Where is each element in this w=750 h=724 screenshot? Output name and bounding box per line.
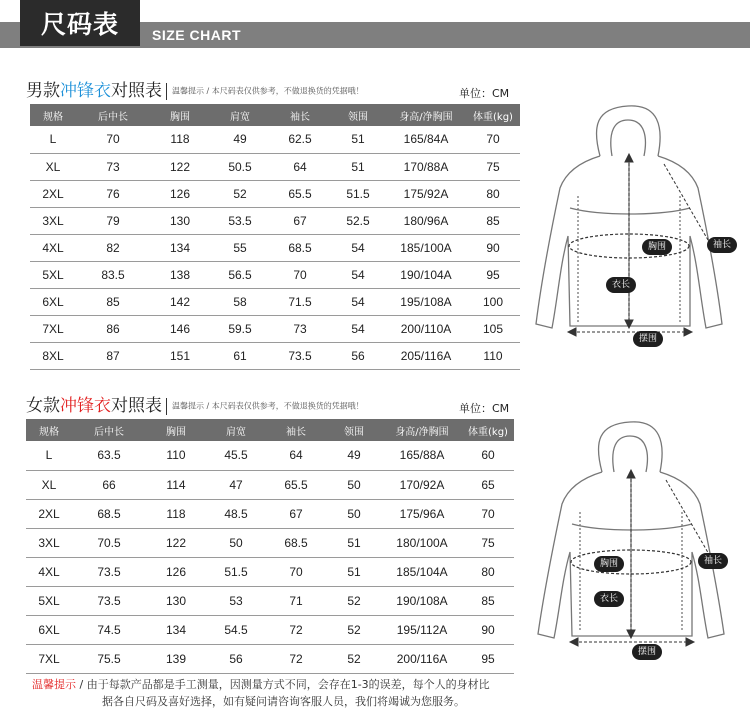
table-cell: 68.5 [266,528,326,557]
men-section-title [26,78,364,104]
table-cell: 195/108A [386,288,466,315]
footer-line-1 [32,676,732,693]
table-cell: 52 [326,615,382,644]
table-cell: 65.5 [270,180,330,207]
table-cell: 68.5 [270,234,330,261]
column-header: 胸围 [146,419,206,441]
table-cell: 110 [146,441,206,470]
table-cell: 52.5 [330,207,386,234]
table-cell: 70 [266,557,326,586]
men-hint: 温馨提示 / 本尺码表仅供参考，不做退换货的凭据哦！ [172,86,364,96]
table-header-row [30,104,520,126]
table-header-row [26,419,514,441]
table-cell: 51.5 [206,557,266,586]
table-cell: 67 [266,499,326,528]
table-cell: 114 [146,470,206,499]
table-cell: 126 [146,557,206,586]
men-size-table [30,104,520,370]
women-hint: 温馨提示 / 本尺码表仅供参考，不做退换货的凭据哦！ [172,401,364,411]
table-cell: 70 [270,261,330,288]
women-title-gender: 女款 [26,396,60,416]
table-cell: 185/100A [386,234,466,261]
table-cell: 54 [330,234,386,261]
table-row [26,644,514,673]
table-cell: 73.5 [72,557,146,586]
women-section-title [26,393,364,419]
men-jacket-diagram [530,96,745,356]
table-cell: 51.5 [330,180,386,207]
table-cell: 49 [326,441,382,470]
table-row [30,288,520,315]
column-header: 胸围 [150,104,210,126]
table-cell: 195/112A [382,615,462,644]
table-cell: 64 [270,153,330,180]
table-cell: 190/104A [386,261,466,288]
women-title-product: 冲锋衣 [60,396,111,416]
footer-label: 温馨提示 [32,678,76,691]
table-cell: 7XL [26,644,72,673]
column-header: 后中长 [72,419,146,441]
footer-line-2: 据各自尺码及喜好选择，如有疑问请咨询客服人员，我们将竭诚为您服务。 [102,695,465,708]
column-header: 身高/净胸围 [386,104,466,126]
table-row [26,499,514,528]
table-cell: 5XL [26,586,72,615]
table-cell: 146 [150,315,210,342]
table-cell: L [26,441,72,470]
table-cell: 7XL [30,315,76,342]
table-cell: 87 [76,342,150,369]
table-cell: 73.5 [72,586,146,615]
table-cell: 95 [462,644,514,673]
table-cell: 180/100A [382,528,462,557]
table-row [30,153,520,180]
table-cell: 2XL [26,499,72,528]
column-header: 体重(kg) [466,104,520,126]
column-header: 袖长 [270,104,330,126]
divider [166,398,167,415]
table-row [26,615,514,644]
table-cell: 185/104A [382,557,462,586]
jacket-outline-icon [532,410,747,670]
table-cell: 122 [150,153,210,180]
table-row [30,261,520,288]
column-header: 体重(kg) [462,419,514,441]
table-cell: 54 [330,288,386,315]
page-title: 尺码表 [20,0,140,46]
table-row [30,234,520,261]
table-cell: 4XL [26,557,72,586]
table-row [30,207,520,234]
table-cell: 54 [330,315,386,342]
table-cell: 65.5 [266,470,326,499]
table-cell: 58 [210,288,270,315]
hem-label: 摆围 [632,644,662,660]
table-cell: 6XL [26,615,72,644]
column-header: 肩宽 [210,104,270,126]
table-cell: 118 [150,126,210,153]
table-cell: 73 [270,315,330,342]
table-cell: 52 [210,180,270,207]
table-row [30,180,520,207]
table-cell: 59.5 [210,315,270,342]
table-cell: 52 [326,586,382,615]
table-cell: 85 [76,288,150,315]
table-cell: XL [26,470,72,499]
table-cell: 170/88A [386,153,466,180]
men-title-product: 冲锋衣 [60,81,111,101]
length-label: 衣长 [594,591,624,607]
table-cell: 175/96A [382,499,462,528]
table-cell: 55 [210,234,270,261]
table-cell: 134 [150,234,210,261]
table-cell: 56 [206,644,266,673]
table-cell: 200/116A [382,644,462,673]
chest-label: 胸围 [594,556,624,572]
table-cell: 73 [76,153,150,180]
table-cell: 76 [76,180,150,207]
table-cell: 2XL [30,180,76,207]
chest-label: 胸围 [642,239,672,255]
column-header: 领围 [326,419,382,441]
table-row [26,586,514,615]
table-cell: 75 [462,528,514,557]
table-cell: 3XL [30,207,76,234]
table-cell: 122 [146,528,206,557]
table-cell: 65 [462,470,514,499]
table-cell: 72 [266,644,326,673]
table-cell: 45.5 [206,441,266,470]
column-header: 规格 [30,104,76,126]
footer-slash: / [76,678,87,691]
table-cell: 205/116A [386,342,466,369]
table-cell: 66 [72,470,146,499]
table-cell: 180/96A [386,207,466,234]
table-cell: 90 [466,234,520,261]
table-cell: 54 [330,261,386,288]
column-header: 袖长 [266,419,326,441]
table-cell: 70 [466,126,520,153]
table-cell: 53 [206,586,266,615]
table-cell: 70.5 [72,528,146,557]
table-cell: 70 [462,499,514,528]
table-cell: 53.5 [210,207,270,234]
table-cell: 151 [150,342,210,369]
length-label: 衣长 [606,277,636,293]
table-cell: 63.5 [72,441,146,470]
footer-note [32,676,732,710]
table-cell: 62.5 [270,126,330,153]
column-header: 后中长 [76,104,150,126]
table-cell: 200/110A [386,315,466,342]
table-cell: 100 [466,288,520,315]
table-cell: 61 [210,342,270,369]
table-row [26,470,514,499]
table-cell: 130 [146,586,206,615]
table-cell: 5XL [30,261,76,288]
men-unit: 单位：CM [459,87,510,100]
table-cell: 138 [150,261,210,288]
table-cell: 71.5 [270,288,330,315]
sleeve-label: 袖长 [698,553,728,569]
table-cell: 50.5 [210,153,270,180]
table-cell: 142 [150,288,210,315]
table-cell: 51 [330,153,386,180]
column-header: 规格 [26,419,72,441]
table-row [26,528,514,557]
table-row [26,441,514,470]
table-cell: 85 [466,207,520,234]
table-cell: 64 [266,441,326,470]
column-header: 领围 [330,104,386,126]
table-cell: 82 [76,234,150,261]
table-cell: L [30,126,76,153]
table-row [30,126,520,153]
table-cell: 47 [206,470,266,499]
table-cell: 80 [462,557,514,586]
women-jacket-diagram [532,410,747,670]
table-cell: 72 [266,615,326,644]
table-cell: 75.5 [72,644,146,673]
table-cell: 49 [210,126,270,153]
table-cell: 8XL [30,342,76,369]
table-cell: 165/88A [382,441,462,470]
table-cell: 56.5 [210,261,270,288]
divider [166,83,167,100]
table-cell: 130 [150,207,210,234]
column-header: 身高/净胸围 [382,419,462,441]
table-cell: 52 [326,644,382,673]
table-cell: 50 [206,528,266,557]
table-cell: 51 [330,126,386,153]
men-title-suffix: 对照表 [111,81,162,101]
table-cell: 3XL [26,528,72,557]
table-row [30,315,520,342]
table-row [26,557,514,586]
table-cell: 71 [266,586,326,615]
table-cell: 110 [466,342,520,369]
column-header: 肩宽 [206,419,266,441]
table-cell: 85 [462,586,514,615]
table-cell: 165/84A [386,126,466,153]
table-cell: 105 [466,315,520,342]
table-cell: 51 [326,528,382,557]
footer-text-1: 由于每款产品都是手工测量，因测量方式不同，会存在1-3的误差，每个人的身材比 [86,678,490,691]
table-cell: 50 [326,499,382,528]
table-cell: 68.5 [72,499,146,528]
table-cell: 126 [150,180,210,207]
table-row [30,342,520,369]
table-cell: 67 [270,207,330,234]
women-size-table [26,419,514,674]
table-cell: 73.5 [270,342,330,369]
table-cell: 75 [466,153,520,180]
table-cell: 4XL [30,234,76,261]
women-title-suffix: 对照表 [111,396,162,416]
table-cell: 139 [146,644,206,673]
sleeve-label: 袖长 [707,237,737,253]
hem-label: 摆围 [633,331,663,347]
table-cell: 134 [146,615,206,644]
table-cell: 83.5 [76,261,150,288]
table-cell: 80 [466,180,520,207]
table-cell: 54.5 [206,615,266,644]
table-cell: 170/92A [382,470,462,499]
table-cell: 60 [462,441,514,470]
table-cell: 51 [326,557,382,586]
page-subtitle: SIZE CHART [152,27,241,43]
table-cell: 50 [326,470,382,499]
men-title-gender: 男款 [26,81,60,101]
table-cell: 95 [466,261,520,288]
table-cell: 74.5 [72,615,146,644]
table-cell: 56 [330,342,386,369]
table-cell: 79 [76,207,150,234]
jacket-outline-icon [530,96,745,356]
table-cell: 175/92A [386,180,466,207]
table-cell: 6XL [30,288,76,315]
table-cell: 86 [76,315,150,342]
table-cell: 190/108A [382,586,462,615]
women-unit: 单位：CM [459,402,510,415]
table-cell: 48.5 [206,499,266,528]
table-cell: XL [30,153,76,180]
table-cell: 118 [146,499,206,528]
table-cell: 70 [76,126,150,153]
table-cell: 90 [462,615,514,644]
